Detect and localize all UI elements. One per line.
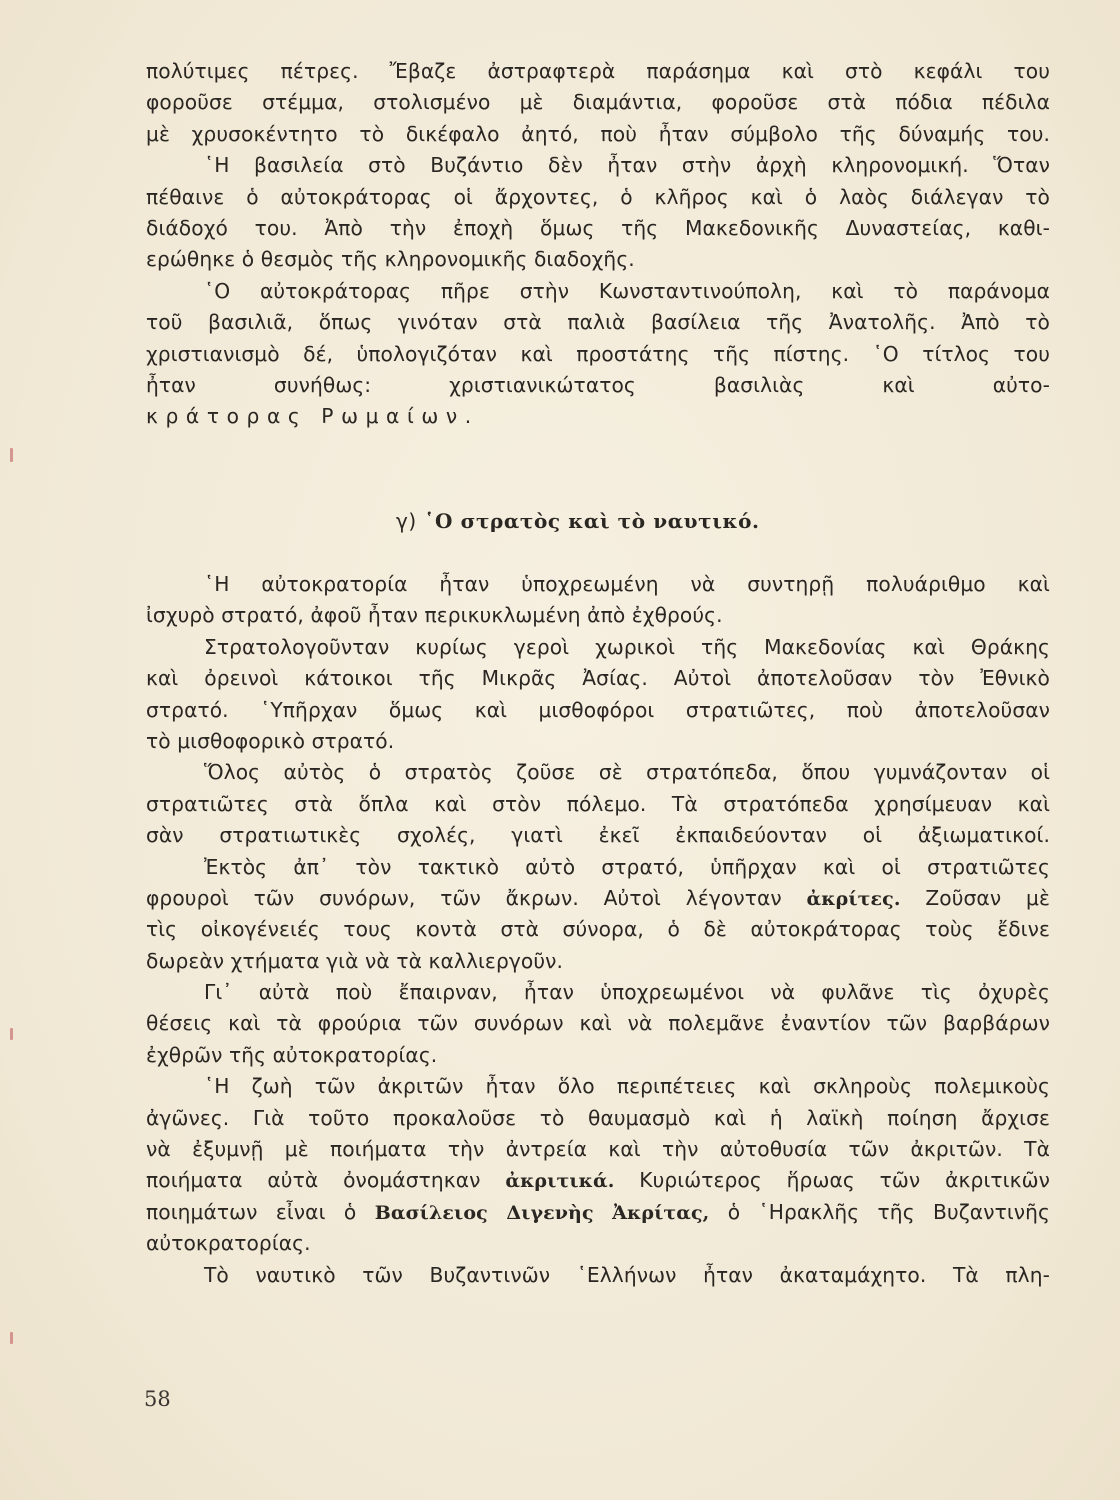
text-line: ἰσχυρὸ στρατό, ἀφοῦ ἦταν περικυκλωμένη ἀπὸ ἐχθρούς. bbox=[146, 603, 723, 628]
text-span: ποιημάτων εἶναι ὁ bbox=[146, 1199, 357, 1224]
text-line: μὲ χρυσοκέντητο τὸ δικέφαλο ἀητό, ποὺ ἦταν σύμβολο τῆς δύναμής του. bbox=[146, 121, 1050, 146]
page-number: 58 bbox=[144, 1387, 171, 1411]
text-line-spaced-title: ἦταν συνήθως: χριστιανικώτατος βασιλιὰς καὶ αὐτο- bbox=[146, 372, 1050, 397]
text-line: καὶ ὀρεινοὶ κάτοικοι τῆς Μικρᾶς Ἀσίας. Αὐτοὶ ἀποτελοῦσαν τὸν Ἐθνικὸ bbox=[146, 666, 1050, 691]
text-line-spaced-title: κράτορας Ρωμαίων. bbox=[146, 404, 479, 429]
margin-ink-mark bbox=[10, 1332, 13, 1344]
margin-ink-mark bbox=[10, 1028, 13, 1040]
text-line: ῾Η βασιλεία στὸ Βυζάντιο δὲν ἦταν στὴν ἀρχὴ κληρονομική. Ὅταν bbox=[204, 153, 1050, 178]
section-letter: γ) bbox=[396, 509, 417, 533]
text-block-after-heading bbox=[146, 569, 1050, 1291]
text-span: φρουροὶ τῶν συνόρων, τῶν ἄκρων. Αὐτοὶ λέγονταν bbox=[146, 885, 782, 910]
text-line: Τὸ ναυτικὸ τῶν Βυζαντινῶν ῾Ελλήνων ἦταν ἀκαταμάχητο. Τὰ πλη- bbox=[204, 1262, 1050, 1287]
section-heading bbox=[396, 509, 816, 533]
text-line: τοῦ βασιλιᾶ, ὅπως γινόταν στὰ παλιὰ βασίλεια τῆς Ἀνατολῆς. Ἀπὸ τὸ bbox=[146, 310, 1050, 335]
text-line-mixed bbox=[146, 883, 1050, 914]
section-title: ῾Ο στρατὸς καὶ τὸ ναυτικό. bbox=[424, 509, 760, 533]
text-line: στρατιῶτες στὰ ὅπλα καὶ στὸν πόλεμο. Τὰ στρατόπεδα χρησίμευαν καὶ bbox=[146, 791, 1050, 816]
text-line: ῾Η αὐτοκρατορία ἦταν ὑποχρεωμένη νὰ συντηρῇ πολυάριθμο καὶ bbox=[204, 572, 1050, 596]
text-span: Κυριώτερος ἥρωας τῶν ἀκριτικῶν bbox=[639, 1168, 1050, 1193]
text-line: νὰ ἐξυμνῇ μὲ ποιήματα τὴν ἀντρεία καὶ τὴν αὐτοθυσία τῶν ἀκριτῶν. Τὰ bbox=[146, 1137, 1050, 1162]
text-line: τὶς οἰκογένειές τους κοντὰ στὰ σύνορα, ὁ δὲ αὐτοκράτορας τοὺς ἔδινε bbox=[146, 917, 1050, 942]
text-line: Ὅλος αὐτὸς ὁ στρατὸς ζοῦσε σὲ στρατόπεδα, ὅπου γυμνάζονταν οἱ bbox=[204, 760, 1050, 785]
bold-term-akritika: ἀκριτικά. bbox=[505, 1170, 615, 1193]
text-line: φοροῦσε στέμμα, στολισμένο μὲ διαμάντια, φοροῦσε στὰ πόδια πέδιλα bbox=[146, 90, 1050, 115]
text-span: ποιήματα αὐτὰ ὀνομάστηκαν bbox=[146, 1168, 481, 1193]
text-line: ῾Η ζωὴ τῶν ἀκριτῶν ἦταν ὅλο περιπέτειες καὶ σκληροὺς πολεμικοὺς bbox=[204, 1074, 1050, 1099]
text-line: αὐτοκρατορίας. bbox=[146, 1231, 311, 1256]
text-line: δωρεὰν χτήματα γιὰ νὰ τὰ καλλιεργοῦν. bbox=[146, 948, 564, 973]
text-line: ερώθηκε ὁ θεσμὸς τῆς κληρονομικῆς διαδοχῆς. bbox=[146, 247, 635, 272]
bold-term-akrites: ἀκρίτες. bbox=[806, 887, 901, 910]
text-line: ἀγῶνες. Γιὰ τοῦτο προκαλοῦσε τὸ θαυμασμὸ καὶ ἡ λαϊκὴ ποίηση ἄρχισε bbox=[146, 1105, 1050, 1130]
text-line-mixed bbox=[146, 1197, 1050, 1228]
text-line: ἐχθρῶν τῆς αὐτοκρατορίας. bbox=[146, 1042, 438, 1067]
text-line: στρατό. ῾Υπῆρχαν ὅμως καὶ μισθοφόροι στρατιῶτες, ποὺ ἀποτελοῦσαν bbox=[146, 697, 1050, 722]
text-line: χριστιανισμὸ δέ, ὑπολογιζόταν καὶ προστάτης τῆς πίστης. ῾Ο τίτλος του bbox=[146, 341, 1050, 366]
text-span: ὁ ῾Ηρακλῆς τῆς Βυζαντινῆς bbox=[727, 1199, 1050, 1224]
text-block-before-heading bbox=[146, 56, 1050, 433]
margin-ink-mark bbox=[10, 448, 13, 462]
text-span: Ζοῦσαν μὲ bbox=[925, 885, 1050, 910]
text-line: διάδοχό του. Ἀπὸ τὴν ἐποχὴ ὅμως τῆς Μακεδονικῆς Δυναστείας, καθι- bbox=[146, 215, 1050, 240]
text-line: πολύτιμες πέτρες. Ἔβαζε ἀστραφτερὰ παράσημα καὶ στὸ κεφάλι του bbox=[146, 59, 1050, 83]
text-line: Στρατολογοῦνταν κυρίως γεροὶ χωρικοὶ τῆς Μακεδονίας καὶ Θράκης bbox=[204, 634, 1050, 659]
text-line: σὰν στρατιωτικὲς σχολές, γιατὶ ἐκεῖ ἐκπαιδεύονταν οἱ ἀξιωματικοί. bbox=[146, 823, 1050, 848]
text-line-mixed bbox=[146, 1165, 1050, 1196]
text-line: ῾Ο αὐτοκράτορας πῆρε στὴν Κωνσταντινούπολη, καὶ τὸ παράνομα bbox=[204, 278, 1050, 303]
text-line: τὸ μισθοφορικὸ στρατό. bbox=[146, 728, 395, 753]
text-line: Γι᾽ αὐτὰ ποὺ ἔπαιρναν, ἦταν ὑποχρεωμένοι νὰ φυλᾶνε τὶς ὀχυρὲς bbox=[204, 980, 1050, 1005]
text-line: θέσεις καὶ τὰ φρούρια τῶν συνόρων καὶ νὰ πολεμᾶνε ἐναντίον τῶν βαρβάρων bbox=[146, 1011, 1050, 1036]
text-line: Ἐκτὸς ἀπ᾽ τὸν τακτικὸ αὐτὸ στρατό, ὑπῆρχαν καὶ οἱ στρατιῶτες bbox=[204, 854, 1050, 879]
text-line: πέθαινε ὁ αὐτοκράτορας οἱ ἄρχοντες, ὁ κλῆρος καὶ ὁ λαὸς διάλεγαν τὸ bbox=[146, 184, 1050, 209]
bold-term-digenis: Βασίλειος Διγενὴς Ἀκρίτας, bbox=[374, 1201, 710, 1224]
